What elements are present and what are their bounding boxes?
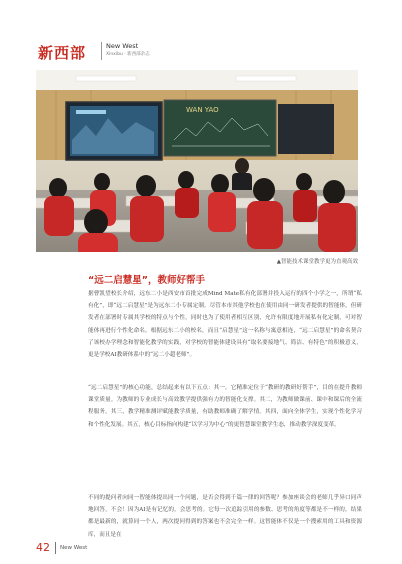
page-number: 42	[36, 541, 50, 554]
magazine-logo: 新西部	[38, 44, 87, 62]
classroom-illustration	[36, 70, 358, 252]
classroom-photo	[36, 70, 358, 252]
section-title: “远二启慧星”，教师好帮手	[88, 275, 205, 286]
footer-magazine-name: New West	[60, 545, 88, 551]
magazine-header	[0, 0, 402, 74]
magazine-logo-english: New West	[106, 42, 139, 50]
screen-title: WAN YAO	[186, 106, 219, 114]
logo-divider	[101, 42, 102, 60]
article-paragraph: 据曹凯望校长介绍，远东二小是西安市首批完成Mind Mate私有化部署并投入运行的四个小学之一，所谓“私有化”，即“远二启慧星”是为远东二小专属定制。尽管本市其他学校也在使用由同一研发者提供的智能体，但研发者在部署时专属其学校的特点与个性，同时也为了使用者相互区别，允许有限度地开展私有化定制，可对智能体再进行个性化命名。根据远东二小的校名，而且“启慧星”这一名称与寓意相连，“远二启慧星”的命名契合了该校办学理念和智能化教学的实践，对学校的智能体建设具有“取名要接地气、简洁、有特色”的积极意义，更是学校AI教研体系中的“远二小超老师”。	[88, 291, 362, 359]
magazine-logo-subtitle: Xinxibu · 新西部杂志	[106, 52, 150, 57]
photo-caption: ▲智能技术课堂教学更为直观高效	[276, 259, 358, 265]
footer-divider	[55, 542, 56, 554]
article-paragraph: “远二启慧星”的核心功能，总结起来有以下五点：其一，它精准定位于“教研的教研好帮手”，目的在提升教师课堂质量。为教师的专业成长与高效教学提供强有力的智能化支撑。其二，为教师做课前、课中和课后的全流程服务。其三，教学精准测评赋能教学质量，有助教师准确了解学情。其四，面向全体学生，实现个性化学习和个性化发展。其五，核心目标指向构建“以学习为中心”的更智慧课堂教学生态，推动教学深度变革。	[88, 385, 362, 428]
article-paragraph: 不同的提问者向同一智能体提出同一个问题，是否会得到千篇一律的回答呢？参加座谈会的老师几乎异口同声地回答，不会！因为AI是有记忆的，会思考的。它每一次追踪引用的参数、思考的角度等都是不一样的，结果都是最新的，就算同一个人，两次提问得到的答案也不会完全一样。这智能体不仅是一个搜索用的工具和资源库，而且是在	[88, 495, 362, 538]
